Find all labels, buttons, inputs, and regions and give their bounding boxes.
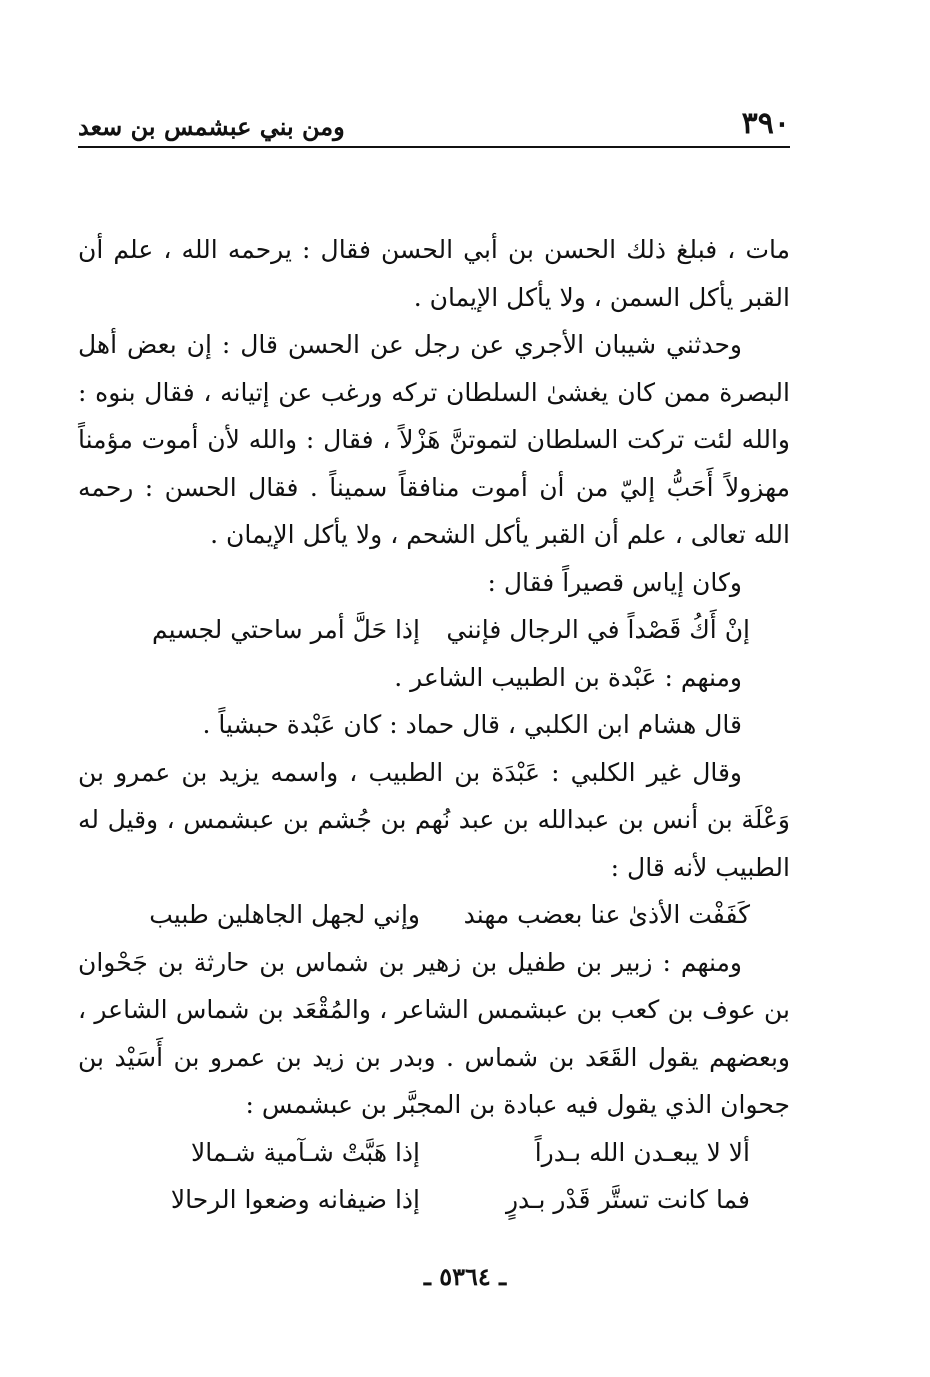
verse-first-hemistich: إنْ أَكُ قَصْداً في الرجال فإنني — [446, 615, 750, 644]
running-title: ومن بني عبشمس بن سعد — [78, 112, 345, 141]
verse-first-hemistich: فما كانت تستَّر قَدْر بـدرٍ — [505, 1185, 750, 1214]
verse-second-hemistich: إذا حَلَّ أمر ساحتي لجسيم — [152, 615, 420, 644]
body-paragraph: وحدثني شيبان الأجري عن رجل عن الحسن قال : إن بعض أهل البصرة ممن كان يغشىٰ السلطان تركه ورغب عن إتيانه ، فقال بنوه : والله لئت تركت السلطان لتموتنَّ هَزْلاً ، فقال : والله لأن أموت مؤمناً مهزولاً أَحَبُّ إليّ من أن أموت منافقاً سميناً . فقال الحسن : رحمه الله تعالى ، علم أن القبر يأكل الشحم ، ولا يأكل الإيمان . — [78, 330, 790, 549]
body-paragraph: ومنهم : عَبْدة بن الطبيب الشاعر . — [394, 662, 742, 692]
verse-second-hemistich: إذا ضيفانه وضعوا الرحالا — [170, 1185, 420, 1214]
verse-line — [78, 606, 790, 654]
body-paragraph: قال هشام ابن الكلبي ، قال حماد : كان عَبْدة حبشياً . — [202, 710, 742, 739]
verse-line — [78, 1176, 790, 1224]
body-paragraph: وقال غير الكلبي : عَبْدَة بن الطبيب ، واسمه يزيد بن عمرو بن وَعْلَة بن أنس بن عبدالله بن عبد نُهم بن جُشم بن عبشمس ، وقيل له الطبيب لأنه قال : — [78, 757, 790, 882]
body-paragraph: مات ، فبلغ ذلك الحسن بن أبي الحسن فقال : يرحمه الله ، علم أن القبر يأكل السمن ، ولا يأكل الإيمان . — [78, 235, 790, 312]
verse-second-hemistich: إذا هَبَّتْ شـآمية شـمالا — [191, 1137, 420, 1167]
body-paragraph: ومنهم : زبير بن طفيل بن زهير بن شماس بن حارثة بن جَحْوان بن عوف بن كعب بن عبشمس الشاعر ، والمُقْعَد بن شماس الشاعر ، وبعضهم يقول القَعَد بن شماس . وبدر بن زيد بن عمرو بن أَسَيْد بن جحوان الذي يقول فيه عبادة بن المجبَّر بن عبشمس : — [78, 947, 790, 1119]
page-header — [78, 100, 790, 148]
page-number: ٣٩٠ — [741, 106, 790, 141]
verse-line — [78, 1129, 790, 1177]
body-text — [78, 226, 790, 1224]
verse-line — [78, 891, 790, 939]
verse-second-hemistich: وإني لجهل الجاهلين طبيب — [149, 900, 420, 929]
footer-page-number: ـ ٥٣٦٤ ـ — [423, 1262, 507, 1291]
verse-first-hemistich: ألا لا يبعـدن الله بـدراً — [534, 1137, 750, 1167]
verse-first-hemistich: كَفَفْت الأذىٰ عنا بعضب مهند — [463, 900, 750, 929]
body-paragraph: وكان إياس قصيراً فقال : — [487, 567, 742, 597]
